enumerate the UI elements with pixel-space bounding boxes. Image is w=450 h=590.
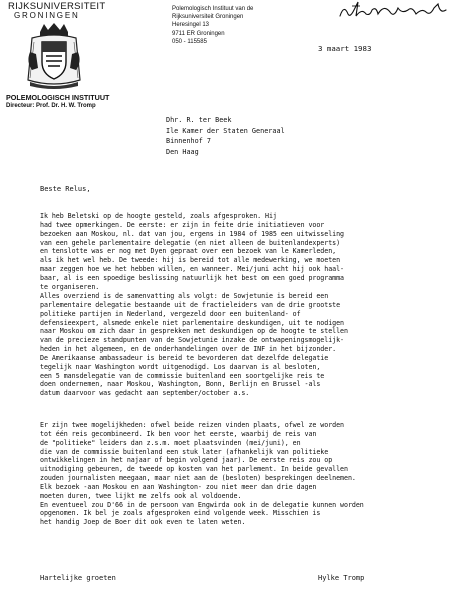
- letter-date: 3 maart 1983: [318, 44, 372, 53]
- address-line: Rijksuniversiteit Groningen: [172, 14, 244, 21]
- text-line: parlementaire delegatie bestaande uit de fractieleiders van de drie grootste: [40, 300, 341, 309]
- text-line: Er zijn twee mogelijkheden: ofwel beide reizen vinden plaats, ofwel ze worden: [40, 421, 344, 429]
- text-line: de "politieke" leiders dan z.s.m. moet plaatsvinden (mei/juni), en: [40, 438, 301, 447]
- text-line: baar, al is een spoedige beslissing natuurlijk het best om een goed programma: [40, 273, 344, 282]
- text-line: doen ondernemen, naar Moskou, Washington, Bonn, Berlijn en Brussel -als: [40, 380, 321, 389]
- text-line: Alles overziend is de samenvatting als volgt: de Sowjetunie is bereid een: [40, 292, 329, 300]
- text-line: defensieexpert, alsmede enkele niet parlementaire deskundigen, uit te nodigen: [40, 318, 344, 327]
- recipient-line: Dhr. R. ter Beek: [166, 116, 232, 124]
- signature: Hylke Tromp: [318, 574, 365, 582]
- paragraph-2: [40, 292, 440, 398]
- address-line: 9711 ER Groningen: [172, 30, 225, 37]
- university-crest-logo: [24, 22, 84, 90]
- text-line: uitnodiging gebeuren, de tweede op kosten van het parlement. In beide gevallen: [40, 465, 348, 474]
- text-line: Elk bezoek -aan Moskou en aan Washington- zou niet meer dan drie dagen: [40, 482, 317, 491]
- text-line: het handig Joep de Boer dit ook even te laten weten.: [40, 518, 246, 527]
- text-line: datum daarvoor was gedacht aan september/october a.s.: [40, 389, 250, 398]
- text-line: en tenslotte was er nog met Dyen gepraat over een bezoek van le Kamerleden,: [40, 247, 337, 256]
- salutation: Beste Relus,: [40, 185, 91, 193]
- closing: Hartelijke groeten: [40, 574, 116, 582]
- text-line: van de precieze standpunten van de Sowjetunie inzake de ontwapeningsmogelijk-: [40, 336, 344, 345]
- text-line: als ik het wel heb. De tweede: hij is bereid tot alle medewerking, we moeten: [40, 256, 341, 265]
- text-line: tegelijk naar Washington wordt uitgenodigd. Los daarvan is al besloten,: [40, 362, 321, 371]
- university-name-line2: GRONINGEN: [14, 11, 80, 20]
- university-name: [8, 2, 128, 20]
- paragraph-3: [40, 421, 440, 527]
- recipient-line: Binnenhof 7: [166, 137, 212, 145]
- text-line: En eventueel zou D'66 in de persoon van Engwirda ook in de delegatie kunnen worden: [40, 500, 364, 509]
- sender-address: [172, 5, 302, 46]
- text-line: te organiseren.: [40, 282, 100, 291]
- text-line: bezoeken aan Moskou, nl. dat van jou, ergens in 1984 of 1985 een uitwisseling: [40, 229, 344, 238]
- director-line: Directeur: Prof. Dr. H. W. Tromp: [6, 103, 96, 109]
- handwritten-annotation: [338, 0, 448, 22]
- university-name-line1: RIJKSUNIVERSITEIT: [8, 1, 106, 12]
- text-line: politieke partijen in Nederland, vergezeld door een buitenland- of: [40, 309, 301, 318]
- text-line: maar zeggen hoe we het hebben willen, en wanneer. Mei/juni acht hij ook haal-: [40, 265, 344, 274]
- recipient-line: Ile Kamer der Staten Generaal: [166, 126, 285, 135]
- recipient-line: Den Haag: [166, 147, 199, 156]
- text-line: naar Moskou om zich daar in gesprekken met deskundigen op de hoogte te stellen: [40, 327, 348, 336]
- text-line: De Amerikaanse ambassadeur is bereid te bevorderen dat dezelfde delegatie: [40, 353, 329, 362]
- text-line: zouden journalisten meegaan, maar niet aan de (besloten) besprekingen deelnemen.: [40, 474, 356, 483]
- address-line: Polemologisch Instituut van de: [172, 6, 254, 12]
- institute-name: POLEMOLOGISCH INSTITUUT: [6, 93, 110, 102]
- text-line: Ik heb Beletski op de hoogte gesteld, zoals afgesproken. Hij: [40, 212, 277, 220]
- paragraph-1: [40, 212, 440, 292]
- text-line: ontwikkelingen in het najaar of begin volgend jaar). De eerste reis zou op: [40, 456, 333, 465]
- address-line: Heresingel 13: [172, 22, 210, 29]
- recipient-address: [166, 115, 285, 157]
- text-line: heden in het algemeen, en de onderhandelingen over de INF in het bijzonder.: [40, 345, 337, 354]
- text-line: die van de commissie buitenland een stuk later (afhankelijk van politieke: [40, 447, 329, 456]
- text-line: had twee opmerkingen. De eerste: er zijn in feite drie initiatieven voor: [40, 220, 325, 229]
- text-line: van een gehele parlementaire delegatie (en niet alleen de buitenlandexperts): [40, 238, 341, 247]
- address-line: 050 - 115585: [172, 38, 207, 45]
- text-line: moeten duren, twee lijkt me zelfs ook al voldoende.: [40, 491, 242, 500]
- text-line: een 5 mansdelegatie van de commissie buitenland een soortgelijke reis te: [40, 371, 325, 380]
- text-line: opgenomen. Ik bel je zoals afgesproken eind volgende week. Misschien is: [40, 509, 321, 518]
- text-line: tot één reis gecombineerd. Ik ben voor het eerste, waarbij de reis van: [40, 429, 317, 438]
